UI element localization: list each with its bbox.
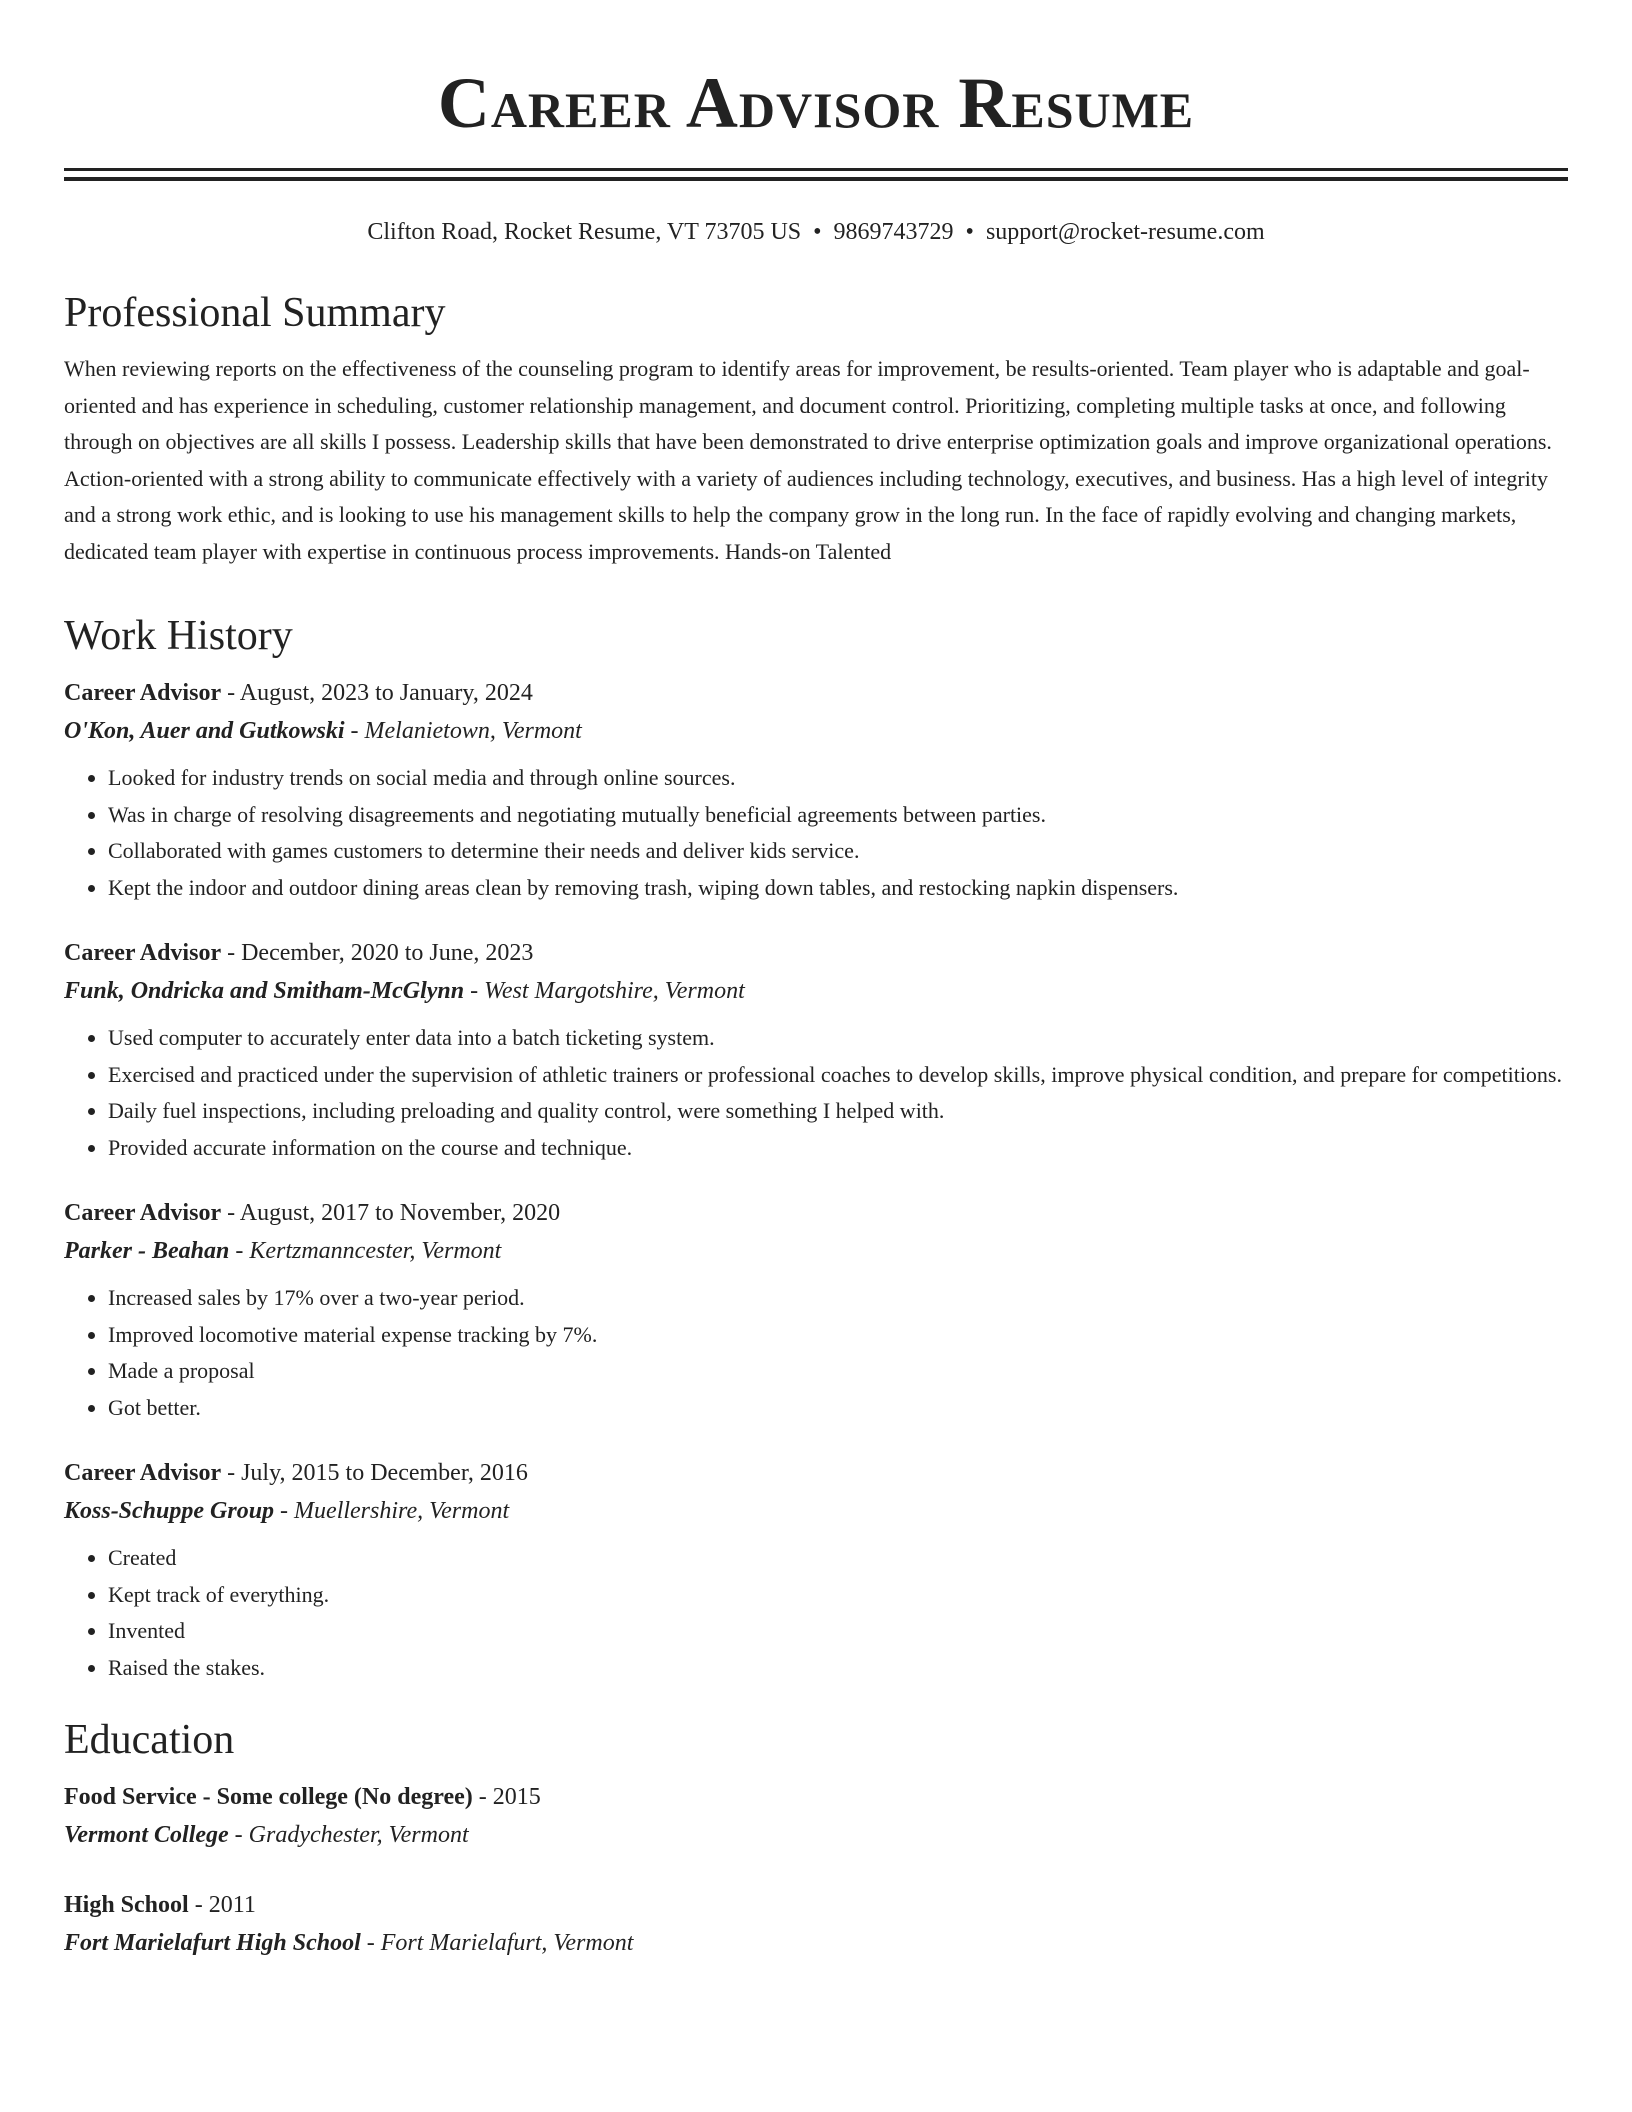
- education-degree: High School: [64, 1892, 189, 1918]
- job-company: Koss-Schuppe Group: [64, 1498, 275, 1524]
- contact-email: support@rocket-resume.com: [985, 219, 1265, 245]
- job-title: Career Advisor: [64, 940, 222, 966]
- job-company-line: Koss-Schuppe Group - Muellershire, Vermont: [64, 1498, 510, 1524]
- job-location: Muellershire, Vermont: [294, 1498, 510, 1524]
- job-dates: August, 2017 to November, 2020: [239, 1200, 561, 1226]
- job-bullet: • Used computer to accurately enter data into a batch ticketing system.: [108, 1020, 1568, 1057]
- contact-phone: 9869743729: [833, 219, 954, 245]
- education-year: 2015: [492, 1784, 541, 1810]
- job-bullet: • Kept the indoor and outdoor dining areas clean by removing trash, wiping down tables, and restocking napkin dispensers.: [108, 870, 1568, 907]
- education-entry: [64, 1886, 1568, 1962]
- job-company-line: Funk, Ondricka and Smitham-McGlynn - West Margotshire, Vermont: [64, 978, 745, 1004]
- job-bullet: • Looked for industry trends on social media and through online sources.: [108, 760, 1568, 797]
- job-company: Funk, Ondricka and Smitham-McGlynn: [64, 978, 465, 1004]
- job-company-line: O'Kon, Auer and Gutkowski - Melanietown, Vermont: [64, 718, 582, 744]
- education-degree-line: Food Service - Some college (No degree) - 2015: [64, 1784, 541, 1810]
- job-dates: July, 2015 to December, 2016: [241, 1460, 528, 1486]
- job-title-line: Career Advisor - August, 2017 to November, 2020: [64, 1200, 561, 1226]
- job-entry: [64, 674, 1568, 906]
- job-company: Parker - Beahan: [64, 1238, 230, 1264]
- job-bullets: [64, 1020, 1568, 1166]
- education-school: Vermont College: [64, 1822, 229, 1848]
- job-bullet: • Improved locomotive material expense tracking by 7%.: [108, 1317, 1568, 1354]
- summary-heading: Professional Summary: [64, 290, 446, 336]
- education-degree-line: High School - 2011: [64, 1892, 256, 1918]
- job-bullet: • Made a proposal: [108, 1353, 1568, 1390]
- job-entry: [64, 934, 1568, 1166]
- job-bullet: • Invented: [108, 1613, 1568, 1650]
- job-bullets: [64, 760, 1568, 906]
- job-entry: [64, 1454, 1568, 1686]
- job-bullet: • Kept track of everything.: [108, 1577, 1568, 1614]
- job-title-line: Career Advisor - August, 2023 to January, 2024: [64, 680, 533, 706]
- job-bullet: • Collaborated with games customers to determine their needs and deliver kids service.: [108, 833, 1568, 870]
- job-bullet: • Was in charge of resolving disagreements and negotiating mutually beneficial agreements between parties.: [108, 797, 1568, 834]
- summary-text: When reviewing reports on the effectiveness of the counseling program to identify areas for improvement, be results-oriented. Team player who is adaptable and goal-oriented and has experience in scheduling, customer relationship management, and document control. Prioritizing, completing multiple tasks at once, and following through on objectives are all skills I possess. Leadership skills that have been demonstrated to drive enterprise optimization goals and improve organizational operations. Action-oriented with a strong ability to communicate effectively with a variety of audiences including technology, executives, and business. Has a high level of integrity and a strong work ethic, and is looking to use his management skills to help the company grow in the long run. In the face of rapidly evolving and changing markets, dedicated team player with expertise in continuous process improvements. Hands-on Talented: [64, 356, 1552, 564]
- education-entry: [64, 1778, 1568, 1854]
- education-degree: Food Service - Some college (No degree): [64, 1784, 473, 1810]
- education-location: Gradychester, Vermont: [248, 1822, 469, 1848]
- job-entry: [64, 1194, 1568, 1426]
- job-company: O'Kon, Auer and Gutkowski: [64, 718, 345, 744]
- job-bullet: • Created: [108, 1540, 1568, 1577]
- job-title: Career Advisor: [64, 680, 222, 706]
- job-bullets: [64, 1540, 1568, 1686]
- education-school-line: Vermont College - Gradychester, Vermont: [64, 1822, 469, 1848]
- education-heading: Education: [64, 1717, 235, 1763]
- job-company-line: Parker - Beahan - Kertzmanncester, Vermont: [64, 1238, 502, 1264]
- education-school: Fort Marielafurt High School: [64, 1930, 361, 1956]
- education-location: Fort Marielafurt, Vermont: [380, 1930, 634, 1956]
- job-location: Kertzmanncester, Vermont: [249, 1238, 502, 1264]
- job-bullet: • Daily fuel inspections, including preloading and quality control, were something I helped with.: [108, 1093, 1568, 1130]
- job-title-line: Career Advisor - December, 2020 to June, 2023: [64, 940, 534, 966]
- contact-line: [64, 217, 1568, 247]
- title-divider-top: [64, 168, 1568, 171]
- job-bullet: • Provided accurate information on the course and technique.: [108, 1130, 1568, 1167]
- job-dates: December, 2020 to June, 2023: [241, 940, 534, 966]
- job-bullet: • Increased sales by 17% over a two-year period.: [108, 1280, 1568, 1317]
- education-school-line: Fort Marielafurt High School - Fort Marielafurt, Vermont: [64, 1930, 634, 1956]
- job-bullets: [64, 1280, 1568, 1426]
- job-location: Melanietown, Vermont: [364, 718, 582, 744]
- work-history-heading: Work History: [64, 613, 293, 659]
- job-title: Career Advisor: [64, 1460, 222, 1486]
- job-location: West Margotshire, Vermont: [484, 978, 745, 1004]
- contact-address: Clifton Road, Rocket Resume, VT 73705 US: [367, 219, 802, 245]
- title-divider-bottom: [64, 177, 1568, 181]
- job-bullet: • Got better.: [108, 1390, 1568, 1427]
- job-bullet: • Exercised and practiced under the supervision of athletic trainers or professional coaches to develop skills, improve physical condition, and prepare for competitions.: [108, 1057, 1568, 1094]
- resume-title: Career Advisor Resume: [437, 63, 1195, 143]
- job-bullet: • Raised the stakes.: [108, 1650, 1568, 1687]
- job-dates: August, 2023 to January, 2024: [239, 680, 533, 706]
- contact-separator: •: [965, 219, 974, 245]
- contact-separator: •: [813, 219, 822, 245]
- job-title-line: Career Advisor - July, 2015 to December, 2016: [64, 1460, 528, 1486]
- job-title: Career Advisor: [64, 1200, 222, 1226]
- education-year: 2011: [208, 1892, 256, 1918]
